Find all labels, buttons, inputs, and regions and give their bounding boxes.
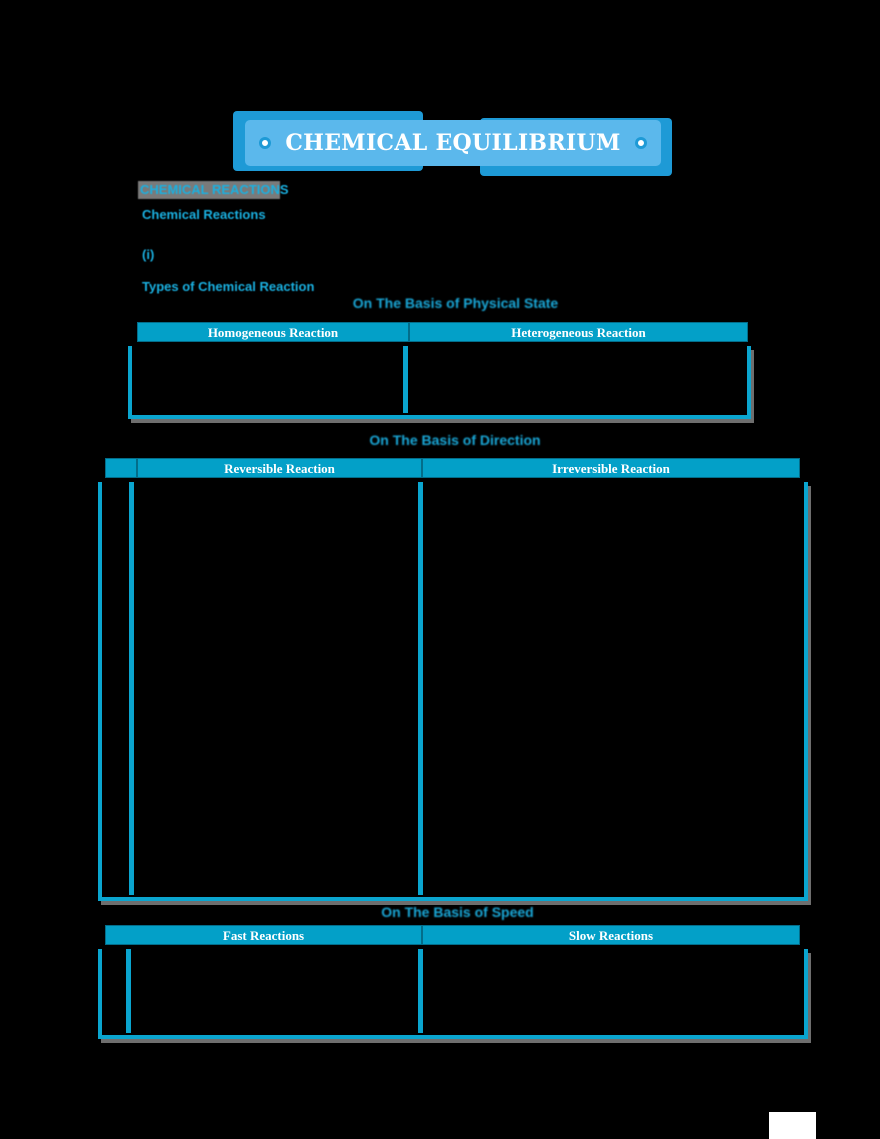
- table-physical-state-body: [128, 346, 751, 419]
- column-divider: [126, 949, 131, 1033]
- list-marker: (i): [142, 247, 155, 262]
- column-divider: [418, 482, 423, 895]
- col-header-fast: Fast Reactions: [105, 925, 422, 945]
- col-header-slow: Slow Reactions: [422, 925, 800, 945]
- heading-speed: On The Basis of Speed: [381, 904, 534, 920]
- heading-direction: On The Basis of Direction: [369, 432, 541, 448]
- column-divider: [403, 346, 408, 413]
- heading-types-of-reaction: Types of Chemical Reaction: [142, 279, 315, 294]
- page-title: CHEMICAL EQUILIBRIUM: [285, 130, 621, 156]
- bullet-dot-icon: [259, 137, 271, 149]
- column-divider: [418, 949, 423, 1033]
- heading-physical-state: On The Basis of Physical State: [352, 295, 559, 311]
- table-direction-body: [98, 482, 808, 901]
- col-header-reversible: Reversible Reaction: [137, 458, 422, 478]
- col-header-index: [105, 458, 137, 478]
- title-banner: [245, 120, 661, 166]
- col-header-irreversible: Irreversible Reaction: [422, 458, 800, 478]
- column-divider: [129, 482, 134, 895]
- bullet-dot-icon: [635, 137, 647, 149]
- table-speed-body: [98, 949, 808, 1039]
- col-header-homogeneous: Homogeneous Reaction: [137, 322, 409, 342]
- section-heading-chemical-reactions: CHEMICAL REACTIONS: [140, 182, 289, 197]
- page-number-box: [769, 1112, 816, 1139]
- col-header-heterogeneous: Heterogeneous Reaction: [409, 322, 748, 342]
- subheading-chemical-reactions: Chemical Reactions: [142, 207, 266, 222]
